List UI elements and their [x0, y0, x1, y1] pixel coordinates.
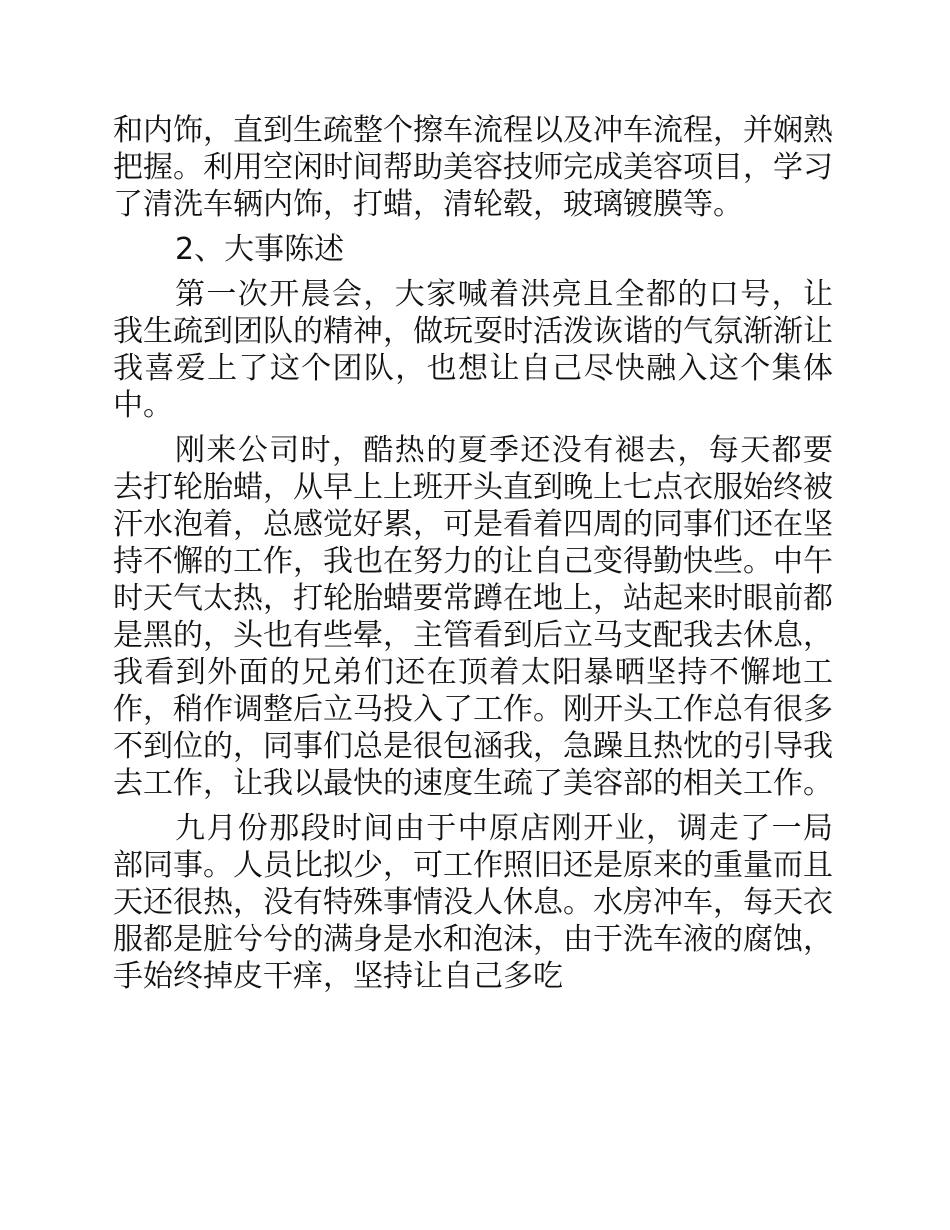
paragraph-morning-meeting: 第一次开晨会，大家喊着洪亮且全都的口号，让我生疏到团队的精神，做玩耍时活泼诙谐的气氛渐渐让我喜爱上了这个团队，也想让自己尽快融入这个集体中。 — [113, 277, 833, 423]
section-heading: 2、大事陈述 — [175, 232, 345, 267]
paragraph-continuation: 和内饰，直到生疏整个擦车流程以及冲车流程，并娴熟把握。利用空闲时间帮助美容技师完成美容项目，学习了清洗车辆内饰，打蜡，清轮毂，玻璃镀膜等。 — [113, 113, 833, 222]
paragraph-september: 九月份那段时间由于中原店刚开业，调走了一局部同事。人员比拟少，可工作照旧还是原来的重量而且天还很热，没有特殊事情没人休息。水房冲车，每天衣服都是脏兮兮的满身是水和泡沫，由于洗车液的腐蚀，手始终掉皮干痒，坚持让自己多吃 — [113, 811, 833, 994]
document-body — [113, 112, 833, 995]
paragraph-summer-work: 刚来公司时，酷热的夏季还没有褪去，每天都要去打轮胎蜡，从早上上班开头直到晚上七点衣服始终被汗水泡着，总感觉好累，可是看着四周的同事们还在坚持不懈的工作，我也在努力的让自己变得勤快些。中午时天气太热，打轮胎蜡要常蹲在地上，站起来时眼前都是黑的，头也有些晕，主管看到后立马支配我去休息，我看到外面的兄弟们还在顶着太阳暴晒坚持不懈地工作，稍作调整后立马投入了工作。刚开头工作总有很多不到位的，同事们总是很包涵我，急躁且热忱的引导我去工作，让我以最快的速度生疏了美容部的相关工作。 — [113, 433, 833, 801]
